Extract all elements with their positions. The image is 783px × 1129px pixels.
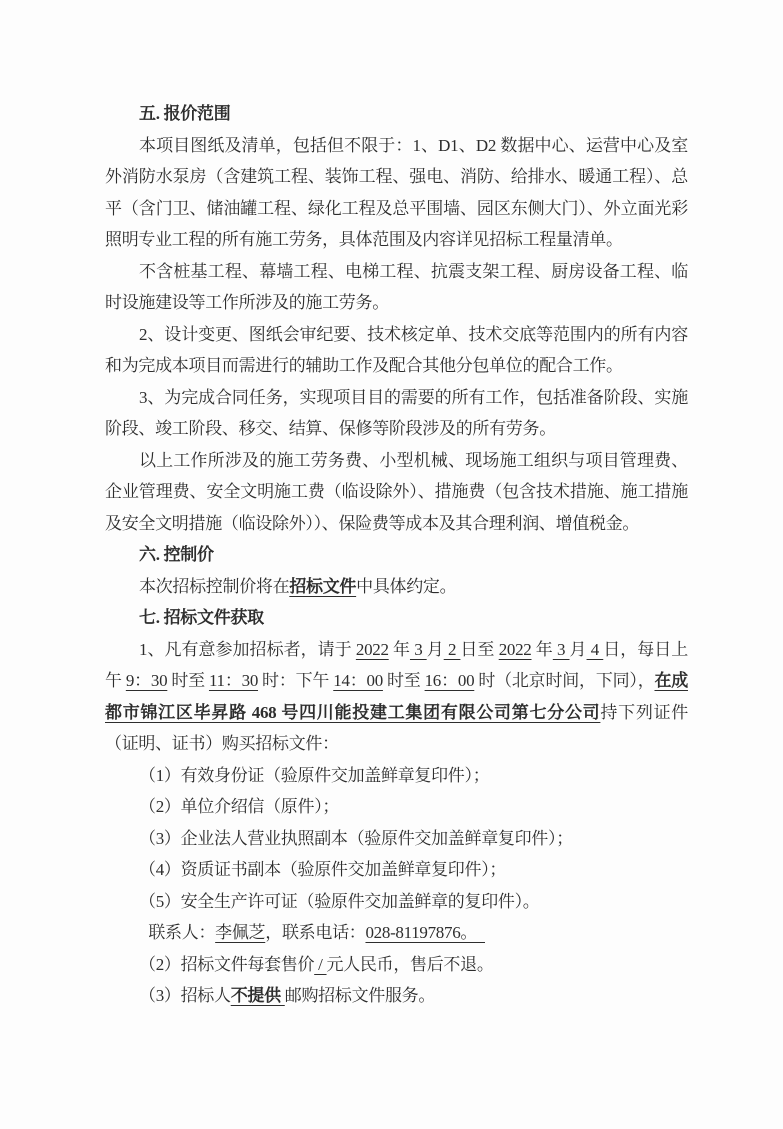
text-segment: 时至 [167, 671, 209, 690]
text-segment: 时（北京时间，下同）， [474, 671, 655, 690]
document-body [105, 98, 688, 1012]
text-segment: 在成都市锦江区毕昇路 468 号四川能投建工集团有限公司第七分公司 [105, 671, 688, 722]
credential-item-2 [105, 791, 688, 823]
text-segment: 月 [426, 639, 444, 659]
text-segment: 2、设计变更、图纸会审纪要、技术核定单、技术交底等范围内的所有内容和为完成本项目而需进行的辅助工作及配合其他分包单位的配合工作。 [105, 324, 688, 375]
text-segment: 邮购招标文件服务。 [284, 986, 436, 1005]
section-6-heading [105, 539, 688, 571]
text-segment: 2022 [355, 639, 389, 659]
text-segment: 联系人： [148, 923, 216, 942]
text-segment: 本次招标控制价将在 [139, 576, 290, 596]
text-segment: 五. 报价范围 [139, 104, 231, 123]
text-segment: 本项目图纸及清单，包括但不限于：1、D1、D2 数据中心、运营中心及室外消防水泵房（含建筑工程、装饰工程、强电、消防、给排水、暖通工程）、总平（含门卫、储油罐工程、绿化工程及总平围墙、园区东侧大门）、外立面光彩照明专业工程的所有施工劳务，具体范围及内容详见招标工程量清单。 [105, 135, 688, 249]
text-segment: 4 [586, 639, 604, 659]
text-segment: 9：30 [125, 671, 168, 690]
text-segment: 16：00 [424, 671, 475, 690]
text-segment: 六. 控制价 [139, 545, 214, 564]
section-5-paragraph-1 [105, 130, 688, 256]
text-segment: 李佩芝 [215, 923, 266, 942]
section-5-paragraph-4 [105, 382, 688, 445]
text-segment: 3 [552, 639, 570, 659]
text-segment: （3）企业法人营业执照副本（验原件交加盖鲜章复印件）； [139, 828, 573, 848]
text-segment: 2022 [498, 639, 532, 659]
text-segment: （2）单位介绍信（原件）； [139, 797, 340, 816]
no-mail-order-line [105, 980, 688, 1012]
text-segment: 2 [443, 639, 461, 659]
document-price-line [105, 949, 688, 981]
text-segment: 月 [569, 639, 587, 659]
section-7-heading [105, 602, 688, 634]
text-segment: 14：00 [333, 671, 383, 690]
text-segment: 年 [531, 639, 553, 659]
text-segment: 中具体约定。 [356, 576, 457, 596]
text-segment: 七. 招标文件获取 [139, 608, 264, 627]
credential-item-1 [105, 760, 688, 792]
section-7-paragraph-1 [105, 634, 688, 760]
text-segment: 招标文件 [289, 576, 357, 596]
credential-item-5 [105, 886, 688, 918]
text-segment: 时：下午 [258, 671, 334, 690]
text-segment: 不含桩基工程、幕墙工程、电梯工程、抗震支架工程、厨房设备工程、临时设施建设等工作所涉及的施工劳务。 [105, 261, 688, 312]
section-5-paragraph-2 [105, 256, 688, 319]
text-segment: / [314, 954, 327, 974]
text-segment: 日，每日上午 [105, 639, 688, 690]
section-5-paragraph-5 [105, 445, 688, 540]
text-segment: ，联系电话： [265, 923, 366, 942]
text-segment: 元人民币，售后不退。 [326, 954, 494, 974]
text-segment: 年 [388, 639, 410, 659]
section-6-paragraph-1 [105, 571, 688, 603]
contact-line [105, 917, 688, 949]
text-segment: 1、凡有意参加招标者，请于 [139, 639, 356, 659]
text-segment: （2）招标文件每套售价 [139, 954, 315, 974]
section-5-heading [105, 98, 688, 130]
text-segment: 时至 [382, 671, 425, 690]
text-segment: （1）有效身份证（验原件交加盖鲜章复印件）； [139, 765, 490, 785]
credential-item-3 [105, 823, 688, 855]
text-segment: 3、为完成合同任务，实现项目目的需要的所有工作，包括准备阶段、实施阶段、竣工阶段、移交、结算、保修等阶段涉及的所有劳务。 [105, 387, 688, 438]
text-segment: 028-81197876。 [365, 923, 485, 942]
text-segment: 持下列证件（证明、证书）购买招标文件： [105, 702, 689, 753]
text-segment: 11：30 [208, 671, 259, 690]
credential-item-4 [105, 854, 688, 886]
text-segment: （3）招标人 [139, 986, 231, 1005]
text-segment: 以上工作所涉及的施工劳务费、小型机械、现场施工组织与项目管理费、企业管理费、安全文明施工费（临设除外）、措施费（包含技术措施、施工措施及安全文明措施（临设除外））、保险费等成本及其合理利润、增值税金。 [105, 450, 688, 533]
text-segment: （5）安全生产许可证（验原件交加盖鲜章的复印件）。 [139, 891, 540, 911]
text-segment: 日至 [460, 639, 499, 659]
text-segment: 3 [409, 639, 427, 659]
text-segment: 不提供 [230, 986, 285, 1005]
section-5-paragraph-3 [105, 319, 688, 382]
text-segment: （4）资质证书副本（验原件交加盖鲜章复印件）； [139, 860, 507, 879]
